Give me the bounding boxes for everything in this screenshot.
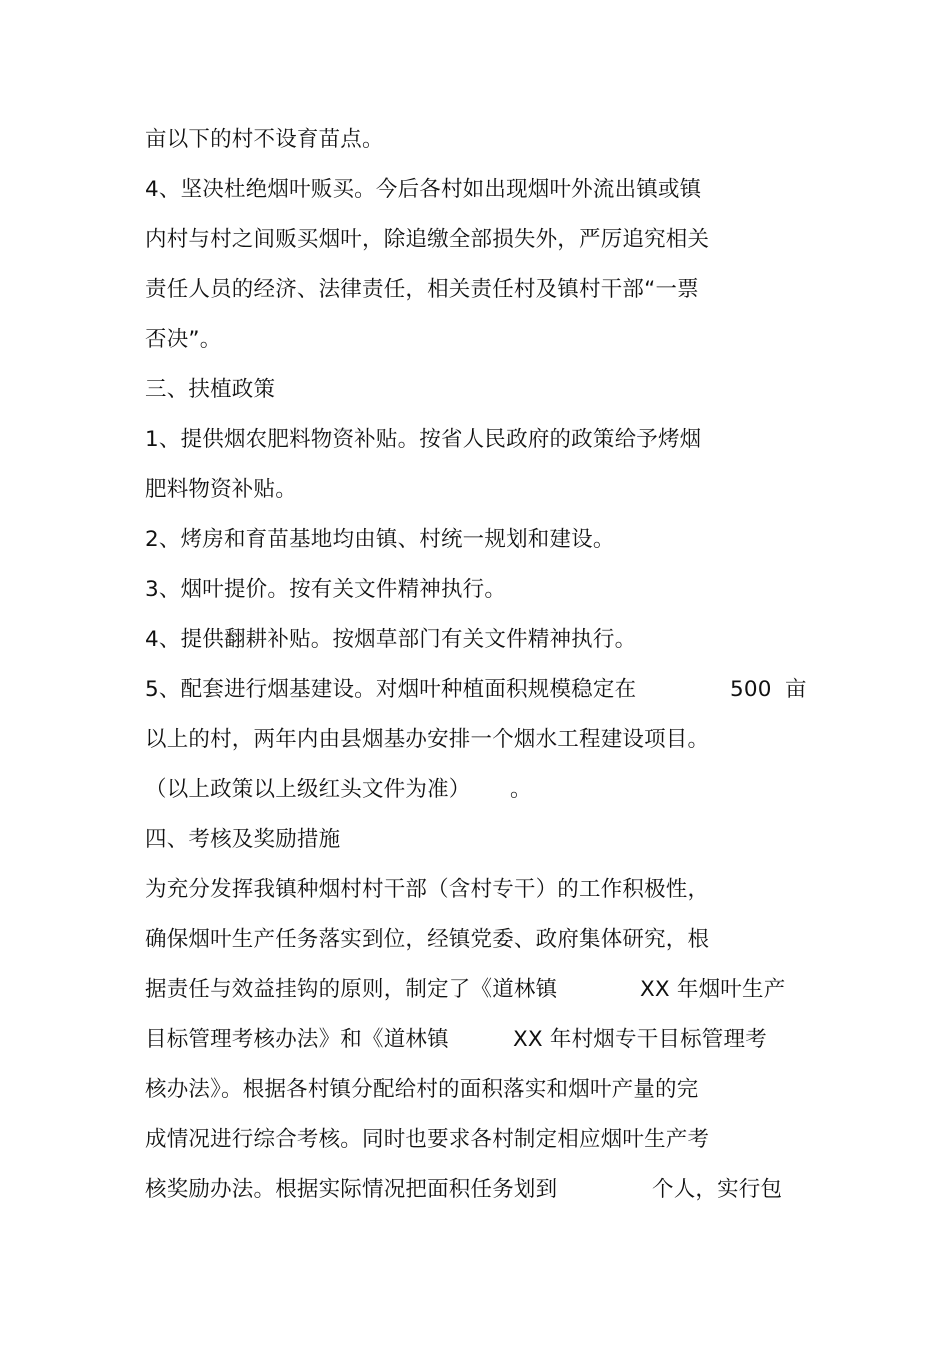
text-line: 否决”。 [145, 327, 222, 352]
text-line: 内村与村之间贩买烟叶，除追缴全部损失外，严厉追究相关 [145, 227, 710, 252]
text-segment: （以上政策以上级红头文件为准） [145, 777, 471, 802]
text-line [145, 1175, 795, 1205]
text-line: 成情况进行综合考核。同时也要求各村制定相应烟叶生产考 [145, 1127, 710, 1152]
text-line: 2、烤房和育苗基地均由镇、村统一规划和建设。 [145, 527, 615, 552]
text-line [145, 675, 815, 705]
text-line: 亩以下的村不设育苗点。 [145, 127, 384, 152]
text-segment: 5、配套进行烟基建设。对烟叶种植面积规模稳定在 [145, 677, 637, 702]
text-line [145, 775, 565, 805]
text-line: 核办法》。根据各村镇分配给村的面积落实和烟叶产量的完 [145, 1077, 699, 1102]
text-line [145, 1025, 805, 1055]
text-line: 1、提供烟农肥料物资补贴。按省人民政府的政策给予烤烟 [145, 427, 702, 452]
text-line: 3、烟叶提价。按有关文件精神执行。 [145, 577, 507, 602]
text-segment: 500 [730, 677, 772, 702]
text-line: 以上的村，两年内由县烟基办安排一个烟水工程建设项目。 [145, 727, 710, 752]
text-segment: 目标管理考核办法》和《道林镇 [145, 1027, 449, 1052]
text-segment: 亩 [785, 677, 807, 702]
section-heading: 四、考核及奖励措施 [145, 827, 341, 852]
section-heading: 三、扶植政策 [145, 377, 276, 402]
text-line: 为充分发挥我镇种烟村村干部（含村专干）的工作积极性， [145, 877, 710, 902]
text-line: 责任人员的经济、法律责任，相关责任村及镇村干部“一票 [145, 277, 699, 302]
text-segment: 个人，实行包 [652, 1177, 783, 1202]
text-line: 肥料物资补贴。 [145, 477, 297, 502]
text-line: 4、坚决杜绝烟叶贩买。今后各村如出现烟叶外流出镇或镇 [145, 177, 702, 202]
text-line [145, 975, 805, 1005]
text-line: 4、提供翻耕补贴。按烟草部门有关文件精神执行。 [145, 627, 637, 652]
text-segment: 据责任与效益挂钩的原则，制定了《道林镇 [145, 977, 558, 1002]
text-segment: XX 年村烟专干目标管理考 [513, 1027, 767, 1052]
text-line: 确保烟叶生产任务落实到位，经镇党委、政府集体研究，根 [145, 927, 710, 952]
text-segment: 核奖励办法。根据实际情况把面积任务划到 [145, 1177, 558, 1202]
text-segment: XX 年烟叶生产 [640, 977, 786, 1002]
text-segment: 。 [510, 777, 532, 802]
